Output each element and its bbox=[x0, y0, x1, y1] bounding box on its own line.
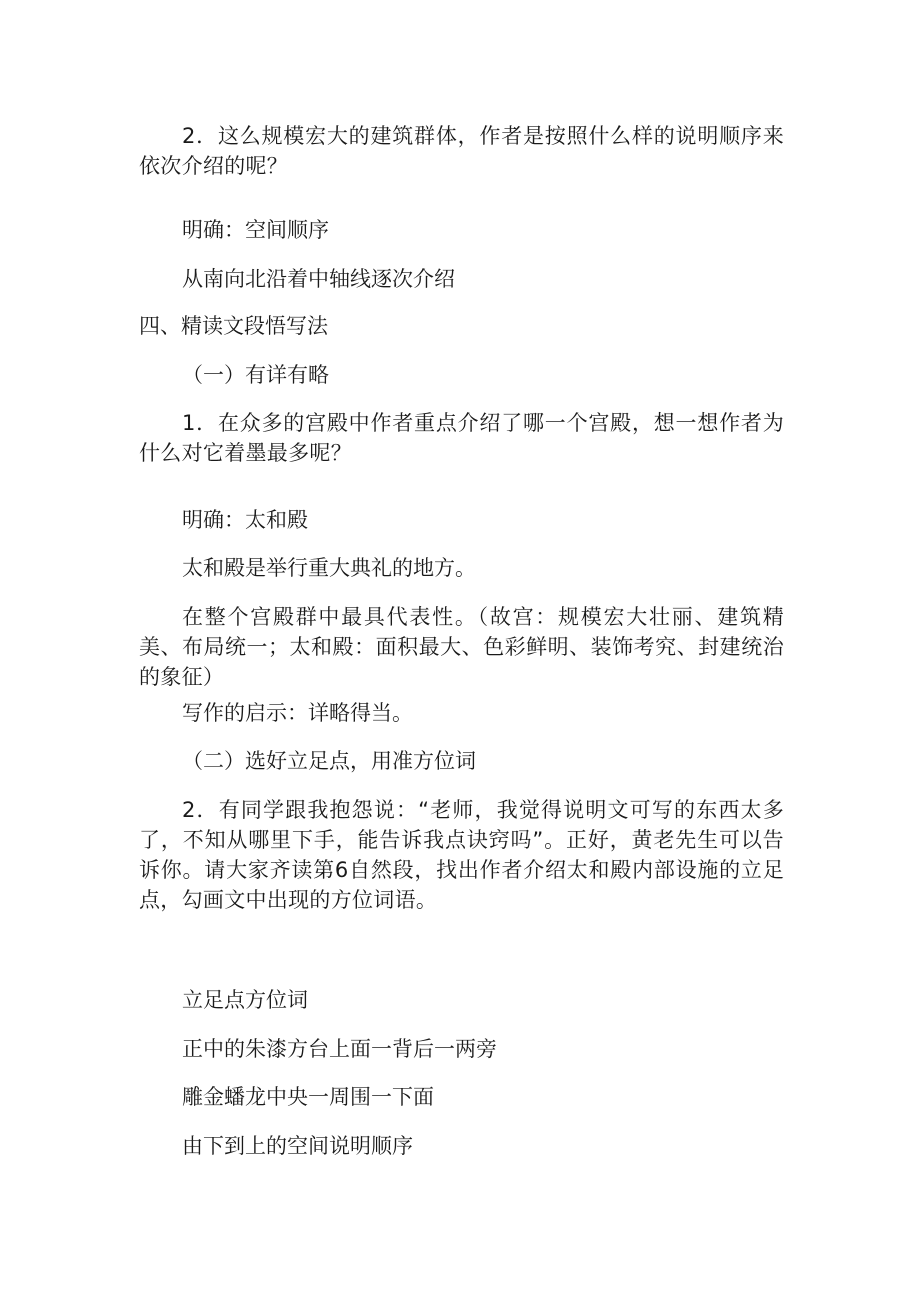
paragraph-answer-taihe: 明确：太和殿 bbox=[182, 508, 308, 532]
paragraph-question-2: 2．这么规模宏大的建筑群体，作者是按照什么样的说明顺序来依次介绍的呢？ bbox=[139, 124, 784, 178]
paragraph-spatial-summary: 由下到上的空间说明顺序 bbox=[182, 1134, 413, 1158]
paragraph-south-to-north: 从南向北沿着中轴线逐次介绍 bbox=[182, 267, 455, 291]
paragraph-writing-insight: 写作的启示：详略得当。 bbox=[182, 701, 413, 725]
paragraph-question-1: 1．在众多的宫殿中作者重点介绍了哪一个宫殿，想一想作者为什么对它着墨最多呢？ bbox=[139, 411, 784, 465]
paragraph-table-header: 立足点方位词 bbox=[182, 988, 308, 1012]
paragraph-question-2b: 2．有同学跟我抱怨说：“老师，我觉得说明文可写的东西太多了，不知从哪里下手，能告诉我点诀窍吗”。正好，黄老先生可以告诉你。请大家齐读第6自然段，找出作者介绍太和殿内部设施的立足点，勾画文中出现的方位词语。 bbox=[139, 798, 784, 912]
subheading-two: （二）选好立足点，用准方位词 bbox=[182, 749, 476, 773]
paragraph-answer-spatial-order: 明确：空间顺序 bbox=[182, 218, 329, 242]
paragraph-row-1: 正中的朱漆方台上面一背后一两旁 bbox=[182, 1037, 497, 1061]
paragraph-representative: 在整个宫殿群中最具代表性。（故宫：规模宏大壮丽、建筑精美、布局统一；太和殿：面积最大、色彩鲜明、装饰考究、封建统治的象征） bbox=[139, 605, 784, 689]
paragraph-row-2: 雕金蟠龙中央一周围一下面 bbox=[182, 1085, 434, 1109]
paragraph-ceremony-place: 太和殿是举行重大典礼的地方。 bbox=[182, 556, 476, 580]
section-heading-four: 四、精读文段悟写法 bbox=[139, 314, 328, 338]
subheading-one: （一）有详有略 bbox=[182, 363, 329, 387]
